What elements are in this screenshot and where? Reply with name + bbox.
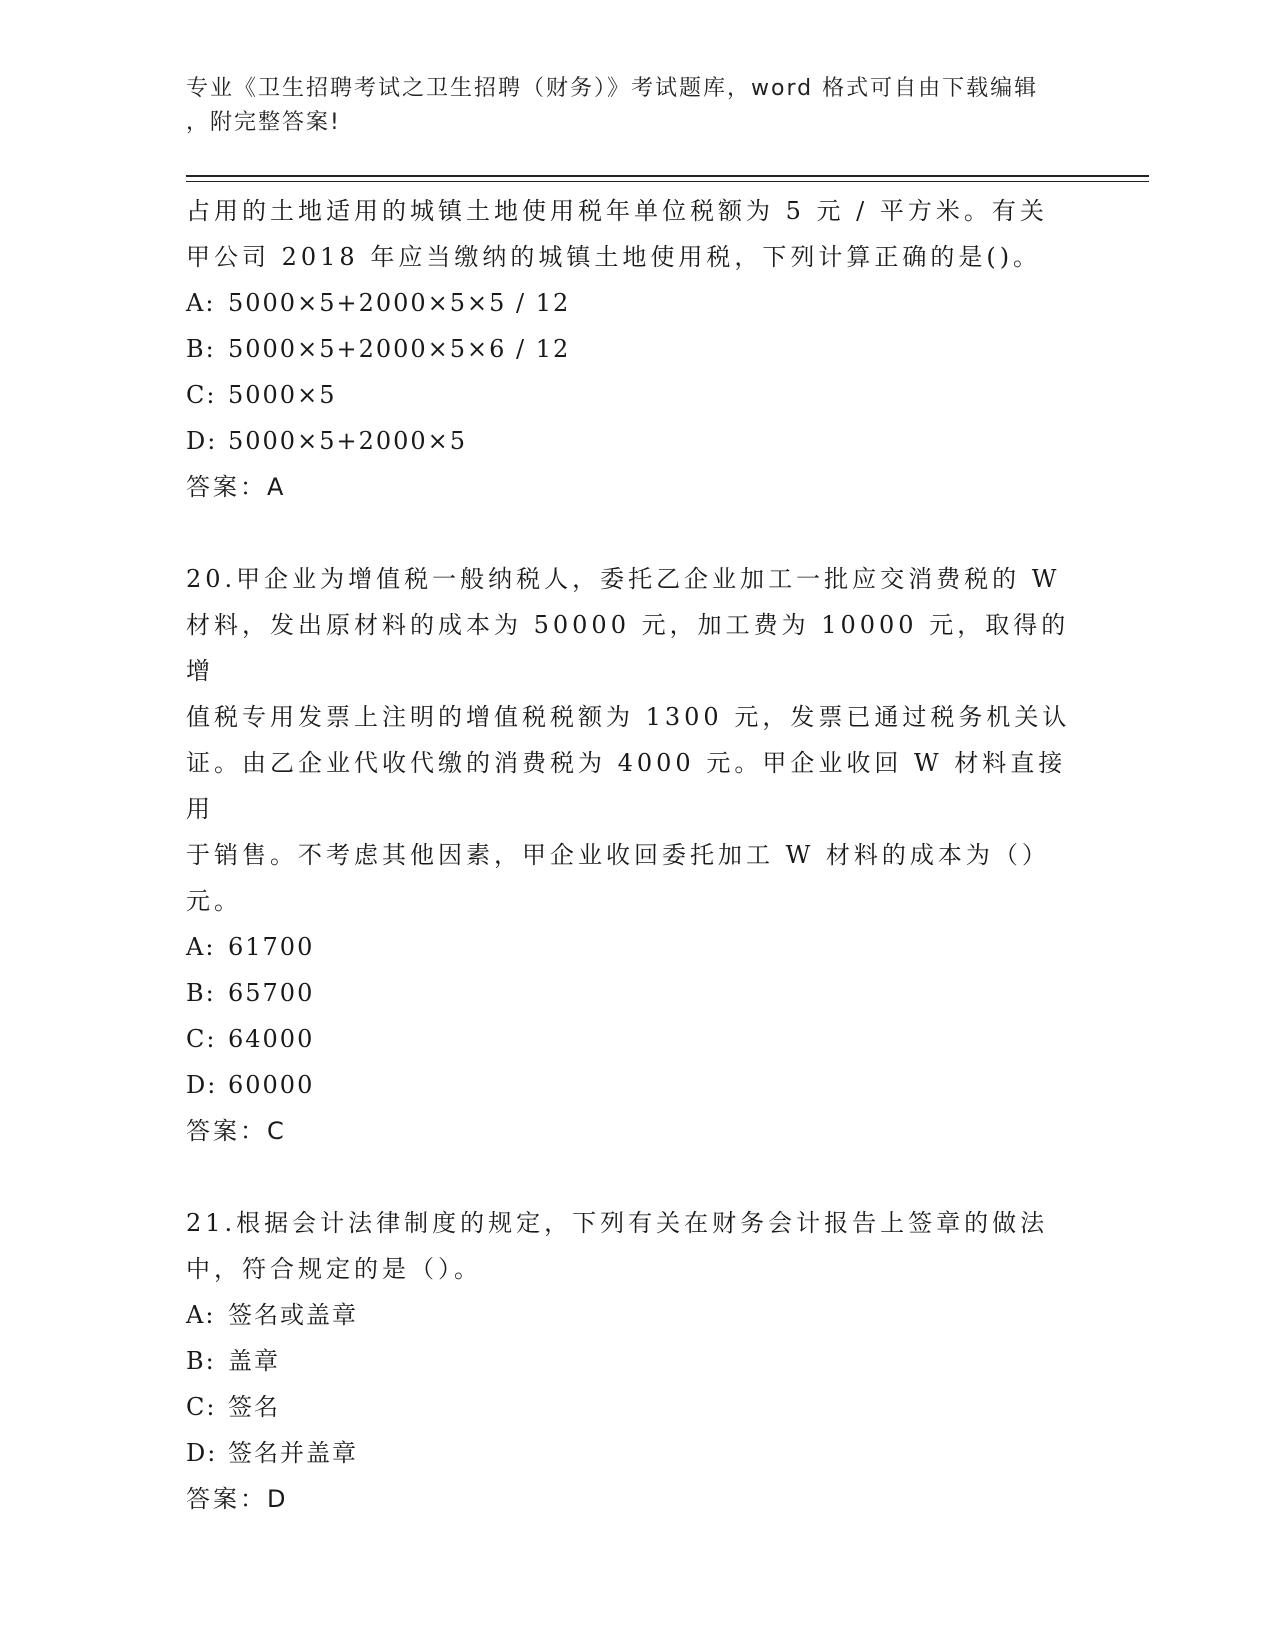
option-text: 5000×5: [228, 381, 337, 409]
option-letter: A:: [186, 289, 216, 317]
option-a: [186, 1292, 1086, 1338]
option-text: 5000×5+2000×5×5 / 12: [228, 289, 571, 317]
question-block-20: [186, 556, 1086, 1154]
option-text: 61700: [228, 933, 315, 961]
question-text-line: 21.根据会计法律制度的规定，下列有关在财务会计报告上签章的做法: [186, 1209, 1049, 1237]
option-c: [186, 1016, 1086, 1062]
question-block-21: [186, 1200, 1086, 1522]
option-text: 盖章: [228, 1347, 280, 1375]
option-d: [186, 1062, 1086, 1108]
header-divider-thick: [186, 175, 1149, 177]
answer-line: 答案：A: [186, 473, 287, 501]
question-list: [186, 188, 1086, 1522]
option-letter: B:: [186, 335, 216, 363]
question-text-line: 占用的土地适用的城镇土地使用税年单位税额为 5 元 / 平方米。有关: [186, 197, 1048, 225]
option-text: 签名: [228, 1393, 280, 1421]
option-letter: C:: [186, 1393, 217, 1421]
option-letter: D:: [186, 1439, 218, 1467]
option-d: [186, 418, 1086, 464]
question-text-line: 元。: [186, 887, 242, 915]
option-b: [186, 970, 1086, 1016]
option-d: [186, 1430, 1086, 1476]
option-text: 5000×5+2000×5×6 / 12: [228, 335, 571, 363]
option-text: 签名或盖章: [228, 1301, 358, 1329]
option-text: 60000: [228, 1071, 315, 1099]
option-letter: A:: [186, 933, 216, 961]
question-text-line: 甲公司 2018 年应当缴纳的城镇土地使用税，下列计算正确的是()。: [186, 243, 1042, 271]
option-letter: D:: [186, 1071, 218, 1099]
option-text: 65700: [228, 979, 315, 1007]
question-text-line: 20.甲企业为增值税一般纳税人，委托乙企业加工一批应交消费税的 W: [186, 565, 1061, 593]
option-c: [186, 1384, 1086, 1430]
option-text: 64000: [228, 1025, 315, 1053]
option-letter: B:: [186, 979, 216, 1007]
option-b: [186, 326, 1086, 372]
option-letter: C:: [186, 1025, 217, 1053]
question-text-line: 中，符合规定的是（）。: [186, 1255, 482, 1283]
answer-line: 答案：C: [186, 1117, 287, 1145]
answer-line: 答案：D: [186, 1485, 289, 1513]
option-letter: B:: [186, 1347, 216, 1375]
document-header: [186, 72, 1066, 140]
option-text: 签名并盖章: [228, 1439, 358, 1467]
option-b: [186, 1338, 1086, 1384]
option-letter: C:: [186, 381, 217, 409]
header-divider-thin: [186, 181, 1149, 182]
option-a: [186, 280, 1086, 326]
option-letter: A:: [186, 1301, 216, 1329]
question-text-line: 于销售。不考虑其他因素，甲企业收回委托加工 W 材料的成本为（）: [186, 841, 1050, 869]
option-a: [186, 924, 1086, 970]
question-text-line: 证。由乙企业代收代缴的消费税为 4000 元。甲企业收回 W 材料直接用: [186, 749, 1067, 823]
question-block-19: [186, 188, 1086, 510]
question-text-line: 值税专用发票上注明的增值税税额为 1300 元，发票已通过税务机关认: [186, 703, 1071, 731]
header-line-1: 专业《卫生招聘考试之卫生招聘（财务）》考试题库，word 格式可自由下载编辑: [186, 76, 1039, 101]
option-letter: D:: [186, 427, 218, 455]
header-line-2: ，附完整答案!: [186, 110, 341, 135]
option-c: [186, 372, 1086, 418]
question-text-line: 材料，发出原材料的成本为 50000 元，加工费为 10000 元，取得的增: [186, 611, 1070, 685]
option-text: 5000×5+2000×5: [228, 427, 468, 455]
